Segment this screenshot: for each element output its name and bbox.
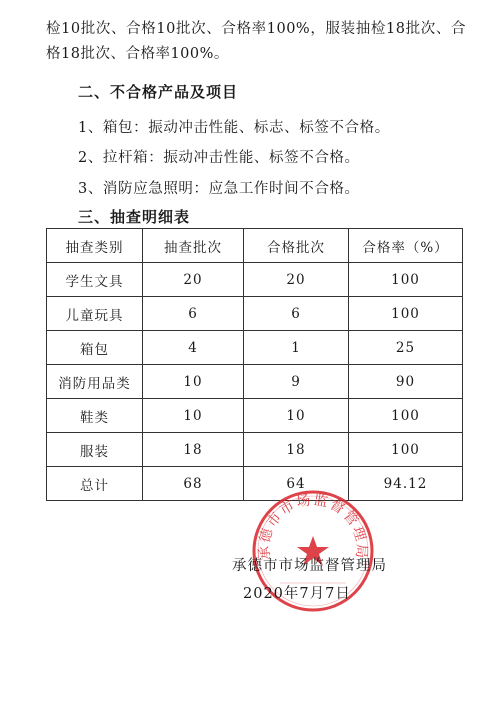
table-cell: 100	[349, 399, 463, 433]
svg-text:承德市市场监督管理局: 承德市市场监督管理局	[256, 492, 370, 561]
table-cell: 服装	[47, 433, 143, 467]
table-header-cell: 抽查批次	[143, 229, 244, 263]
table-cell: 6	[244, 297, 349, 331]
inspection-detail-table	[46, 228, 463, 501]
table-cell: 儿童玩具	[47, 297, 143, 331]
table-cell: 100	[349, 433, 463, 467]
intro-paragraph: 检10批次、合格10批次、合格率100%，服装抽检18批次、合格18批次、合格率100%。	[46, 21, 466, 62]
table-cell: 总计	[47, 467, 143, 501]
list-item: 2、拉杆箱：振动冲击性能、标签不合格。	[78, 150, 360, 166]
table-cell: 10	[143, 399, 244, 433]
table-cell: 25	[349, 331, 463, 365]
table-cell: 18	[244, 433, 349, 467]
table-header-row	[47, 229, 463, 263]
table-row	[47, 297, 463, 331]
table-row	[47, 331, 463, 365]
table-header-cell: 合格率（%）	[349, 229, 463, 263]
table-cell: 学生文具	[47, 263, 143, 297]
table-cell: 20	[244, 263, 349, 297]
table-row	[47, 433, 463, 467]
signature-organization: 承德市市场监督管理局	[232, 558, 387, 574]
table-cell: 18	[143, 433, 244, 467]
table-header-cell: 抽查类别	[47, 229, 143, 263]
table-cell: 20	[143, 263, 244, 297]
table-cell: 64	[244, 467, 349, 501]
list-item: 1、箱包：振动冲击性能、标志、标签不合格。	[78, 120, 390, 136]
table-cell: 10	[143, 365, 244, 399]
table-cell: 6	[143, 297, 244, 331]
table-header-cell: 合格批次	[244, 229, 349, 263]
table-cell: 90	[349, 365, 463, 399]
table-cell: 9	[244, 365, 349, 399]
table-cell: 94.12	[349, 467, 463, 501]
table-cell: 100	[349, 297, 463, 331]
table-row	[47, 365, 463, 399]
table-cell: 1	[244, 331, 349, 365]
signature-date: 2020年7月7日	[243, 586, 351, 602]
table-cell: 箱包	[47, 331, 143, 365]
table-cell: 4	[143, 331, 244, 365]
table-cell: 100	[349, 263, 463, 297]
table-cell: 消防用品类	[47, 365, 143, 399]
table-cell: 68	[143, 467, 244, 501]
table-cell: 10	[244, 399, 349, 433]
section-heading-nonconforming: 二、不合格产品及项目	[78, 83, 239, 101]
table-cell: 鞋类	[47, 399, 143, 433]
list-item: 3、消防应急照明：应急工作时间不合格。	[78, 181, 360, 197]
table-row	[47, 399, 463, 433]
section-heading-detail-table: 三、抽查明细表	[78, 208, 191, 226]
table-row	[47, 263, 463, 297]
